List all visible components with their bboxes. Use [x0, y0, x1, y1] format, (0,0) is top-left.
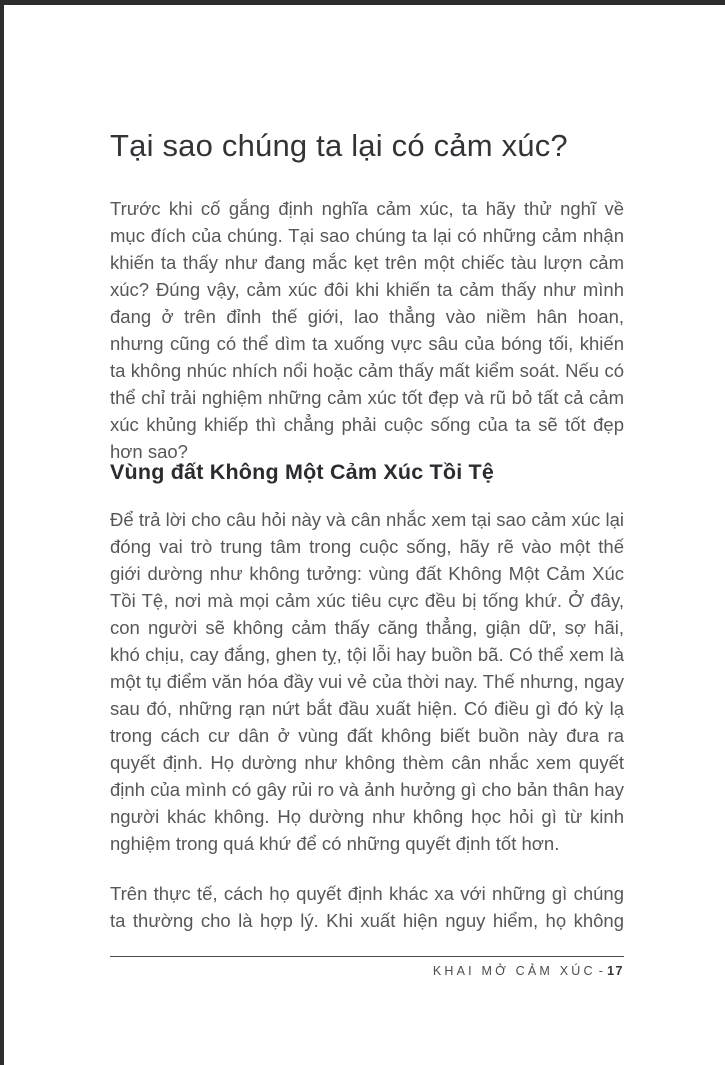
running-footer [110, 964, 624, 978]
footer-book-title: KHAI MỞ CẢM XÚC [432, 964, 596, 978]
scan-edge-left [0, 0, 4, 1065]
body-paragraph: Để trả lời cho câu hỏi này và cân nhắc xem tại sao cảm xúc lại đóng vai trò trung tâm trong cuộc sống, hãy rẽ vào một thế giới dường như không tưởng: vùng đất Không Một Cảm Xúc Tồi Tệ, nơi mà mọi cảm xúc tiêu cực đều bị tống khứ. Ở đây, con người sẽ không cảm thấy căng thẳng, giận dữ, sợ hãi, khó chịu, cay đắng, ghen tỵ, tội lỗi hay buồn bã. Có thể xem là một tụ điểm văn hóa đầy vui vẻ của thời nay. Thế nhưng, ngay sau đó, những rạn nứt bắt đầu xuất hiện. Có điều gì đó kỳ lạ trong cách cư dân ở vùng đất không biết buồn này đưa ra quyết định. Họ dường như không thèm cân nhắc xem quyết định của mình có gây rủi ro và ảnh hưởng gì cho bản thân hay người khác không. Họ dường như không học hỏi gì từ kinh nghiệm trong quá khứ để có những quyết định tốt hơn. [110, 509, 624, 854]
scan-edge-top [0, 0, 725, 5]
chapter-title: Tại sao chúng ta lại có cảm xúc? [110, 128, 568, 163]
page-number: 17 [607, 964, 624, 978]
body-paragraph-cutoff: Trên thực tế, cách họ quyết định khác xa với những gì chúng ta thường cho là hợp lý. Khi xuất hiện nguy hiểm, họ không [110, 883, 624, 931]
page-footer [110, 956, 624, 978]
body-paragraph: Trước khi cố gắng định nghĩa cảm xúc, ta hãy thử nghĩ về mục đích của chúng. Tại sao chúng ta lại có những cảm nhận khiến ta thấy như đang mắc kẹt trên một chiếc tàu lượn cảm xúc? Đúng vậy, cảm xúc đôi khi khiến ta cảm thấy như mình đang ở trên đỉnh thế giới, lao thẳng vào niềm hân hoan, nhưng cũng có thể dìm ta xuống vực sâu của bóng tối, khiến ta không nhúc nhích nổi hoặc cảm thấy mất kiểm soát. Nếu có thể chỉ trải nghiệm những cảm xúc tốt đẹp và rũ bỏ tất cả cảm xúc khủng khiếp thì chẳng phải cuộc sống của ta sẽ tốt đẹp hơn sao? [110, 198, 624, 462]
footer-separator: - [598, 964, 607, 978]
footer-rule [110, 956, 624, 957]
section-heading: Vùng đất Không Một Cảm Xúc Tồi Tệ [110, 460, 495, 484]
